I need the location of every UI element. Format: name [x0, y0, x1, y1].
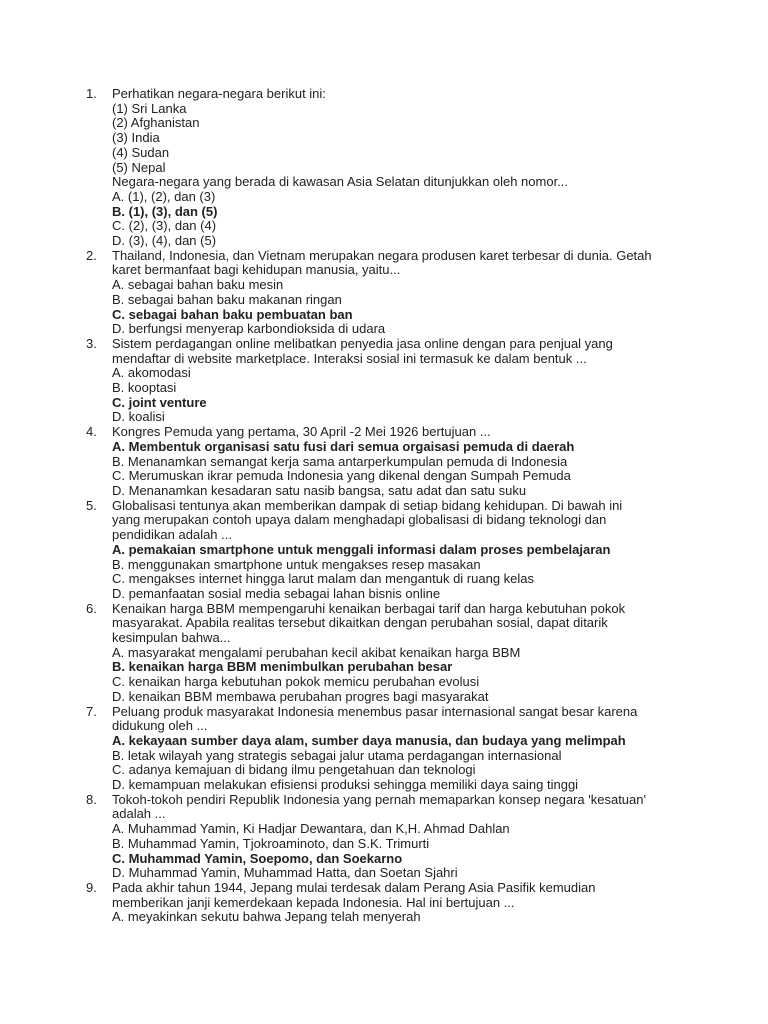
question-stem-line: Pada akhir tahun 1944, Jepang mulai terdesak dalam Perang Asia Pasifik kemudian	[112, 879, 596, 895]
question-item	[86, 337, 746, 425]
answer-option: B. Muhammad Yamin, Tjokroaminoto, dan S.K. Trimurti	[112, 835, 430, 851]
question-stem-line: Peluang produk masyarakat Indonesia menembus pasar internasional sangat besar karena	[112, 703, 638, 719]
question-stem-line: (3) India	[112, 130, 160, 146]
question-number: 2.	[86, 247, 97, 263]
answer-option: B. sebagai bahan baku makanan ringan	[112, 291, 342, 307]
question-stem-line: Globalisasi tentunya akan memberikan dampak di setiap bidang kehidupan. Di bawah ini	[112, 497, 623, 513]
question-stem-line: kesimpulan bahwa...	[112, 630, 231, 646]
question-stem-line: Kenaikan harga BBM mempengaruhi kenaikan berbagai tarif dan harga kebutuhan pokok	[112, 600, 626, 616]
question-stem-line: adalah ...	[112, 806, 166, 822]
question-stem-line: masyarakat. Apabila realitas tersebut dikaitkan dengan perubahan sosial, dapat ditarik	[112, 615, 608, 631]
answer-option-correct: C. sebagai bahan baku pembuatan ban	[112, 306, 353, 322]
question-stem-line: karet bermanfaat bagi kehidupan manusia, yaitu...	[112, 262, 401, 278]
question-number: 8.	[86, 791, 97, 807]
question-stem-line: didukung oleh ...	[112, 718, 208, 734]
answer-option: D. kenaikan BBM membawa perubahan progres bagi masyarakat	[112, 688, 489, 704]
answer-option: D. koalisi	[112, 409, 165, 425]
question-number: 9.	[86, 879, 97, 895]
answer-option: A. (1), (2), dan (3)	[112, 188, 216, 204]
question-stem-line: Sistem perdagangan online melibatkan penyedia jasa online dengan para penjual yang	[112, 335, 613, 351]
answer-option-correct: A. kekayaan sumber daya alam, sumber daya manusia, dan budaya yang melimpah	[112, 732, 626, 748]
answer-option: A. sebagai bahan baku mesin	[112, 277, 284, 293]
question-stem-line: yang merupakan contoh upaya dalam menghadapi globalisasi di bidang teknologi dan	[112, 512, 607, 528]
question-item	[86, 705, 746, 793]
question-stem-line: (2) Afghanistan	[112, 115, 200, 131]
question-number: 3.	[86, 335, 97, 351]
question-stem-line: Thailand, Indonesia, dan Vietnam merupakan negara produsen karet terbesar di dunia. Getah	[112, 247, 652, 263]
answer-option: A. akomodasi	[112, 365, 191, 381]
answer-option: C. Merumuskan ikrar pemuda Indonesia yang dikenal dengan Sumpah Pemuda	[112, 468, 571, 484]
answer-option-correct: B. (1), (3), dan (5)	[112, 203, 218, 219]
question-item	[86, 425, 746, 499]
answer-option-correct: C. Muhammad Yamin, Soepomo, dan Soekarno	[112, 850, 403, 866]
question-item	[86, 87, 746, 249]
answer-option: B. letak wilayah yang strategis sebagai jalur utama perdagangan internasional	[112, 747, 562, 763]
question-item	[86, 881, 746, 925]
answer-option: A. Muhammad Yamin, Ki Hadjar Dewantara, dan K,H. Ahmad Dahlan	[112, 821, 510, 837]
answer-option: C. (2), (3), dan (4)	[112, 218, 217, 234]
answer-option: D. pemanfaatan sosial media sebagai lahan bisnis online	[112, 585, 441, 601]
answer-option: D. Muhammad Yamin, Muhammad Hatta, dan Soetan Sjahri	[112, 865, 458, 881]
question-stem-line: Perhatikan negara-negara berikut ini:	[112, 86, 326, 101]
question-number: 7.	[86, 703, 97, 719]
question-item	[86, 499, 746, 602]
question-stem-line: pendidikan adalah ...	[112, 527, 232, 543]
question-list	[86, 87, 746, 925]
answer-option: A. meyakinkan sekutu bahwa Jepang telah menyerah	[112, 909, 421, 925]
question-stem-line: (4) Sudan	[112, 144, 170, 160]
answer-option: B. menggunakan smartphone untuk mengakses resep masakan	[112, 556, 481, 572]
question-item	[86, 602, 746, 705]
question-stem-line: Tokoh-tokoh pendiri Republik Indonesia yang pernah memaparkan konsep negara 'kesatuan'	[112, 791, 646, 807]
answer-option: B. kooptasi	[112, 380, 177, 396]
answer-option: D. (3), (4), dan (5)	[112, 233, 217, 249]
answer-option-correct: B. kenaikan harga BBM menimbulkan perubahan besar	[112, 659, 453, 675]
answer-option-correct: A. Membentuk organisasi satu fusi dari semua orgaisasi pemuda di daerah	[112, 438, 575, 454]
answer-option-correct: A. pemakaian smartphone untuk menggali informasi dalam proses pembelajaran	[112, 541, 611, 557]
answer-option: C. mengakses internet hingga larut malam dan mengantuk di ruang kelas	[112, 571, 535, 587]
answer-option: D. kemampuan melakukan efisiensi produksi sehingga memiliki daya saing tinggi	[112, 777, 579, 793]
question-number: 6.	[86, 600, 97, 616]
question-stem-line: memberikan janji kemerdekaan kepada Indonesia. Hal ini bertujuan ...	[112, 894, 515, 910]
question-stem-line: (5) Nepal	[112, 159, 166, 175]
question-stem-line: mendaftar di website marketplace. Interaksi sosial ini termasuk ke dalam bentuk ...	[112, 350, 587, 366]
question-stem-line: Kongres Pemuda yang pertama, 30 April -2 Mei 1926 bertujuan ...	[112, 424, 491, 440]
question-stem-line: Negara-negara yang berada di kawasan Asia Selatan ditunjukkan oleh nomor...	[112, 174, 569, 190]
answer-option: C. adanya kemajuan di bidang ilmu pengetahuan dan teknologi	[112, 762, 476, 778]
answer-option: D. berfungsi menyerap karbondioksida di udara	[112, 321, 386, 337]
answer-option: D. Menanamkan kesadaran satu nasib bangsa, satu adat dan satu suku	[112, 482, 527, 498]
answer-option: B. Menanamkan semangat kerja sama antarperkumpulan pemuda di Indonesia	[112, 453, 568, 469]
question-item	[86, 793, 746, 881]
question-number: 5.	[86, 497, 97, 513]
answer-option-correct: C. joint venture	[112, 394, 207, 410]
question-number: 4.	[86, 424, 97, 440]
answer-option: C. kenaikan harga kebutuhan pokok memicu perubahan evolusi	[112, 674, 480, 690]
answer-option: A. masyarakat mengalami perubahan kecil akibat kenaikan harga BBM	[112, 644, 521, 660]
question-number: 1.	[86, 86, 97, 101]
question-stem-line: (1) Sri Lanka	[112, 100, 187, 116]
question-item	[86, 249, 746, 337]
